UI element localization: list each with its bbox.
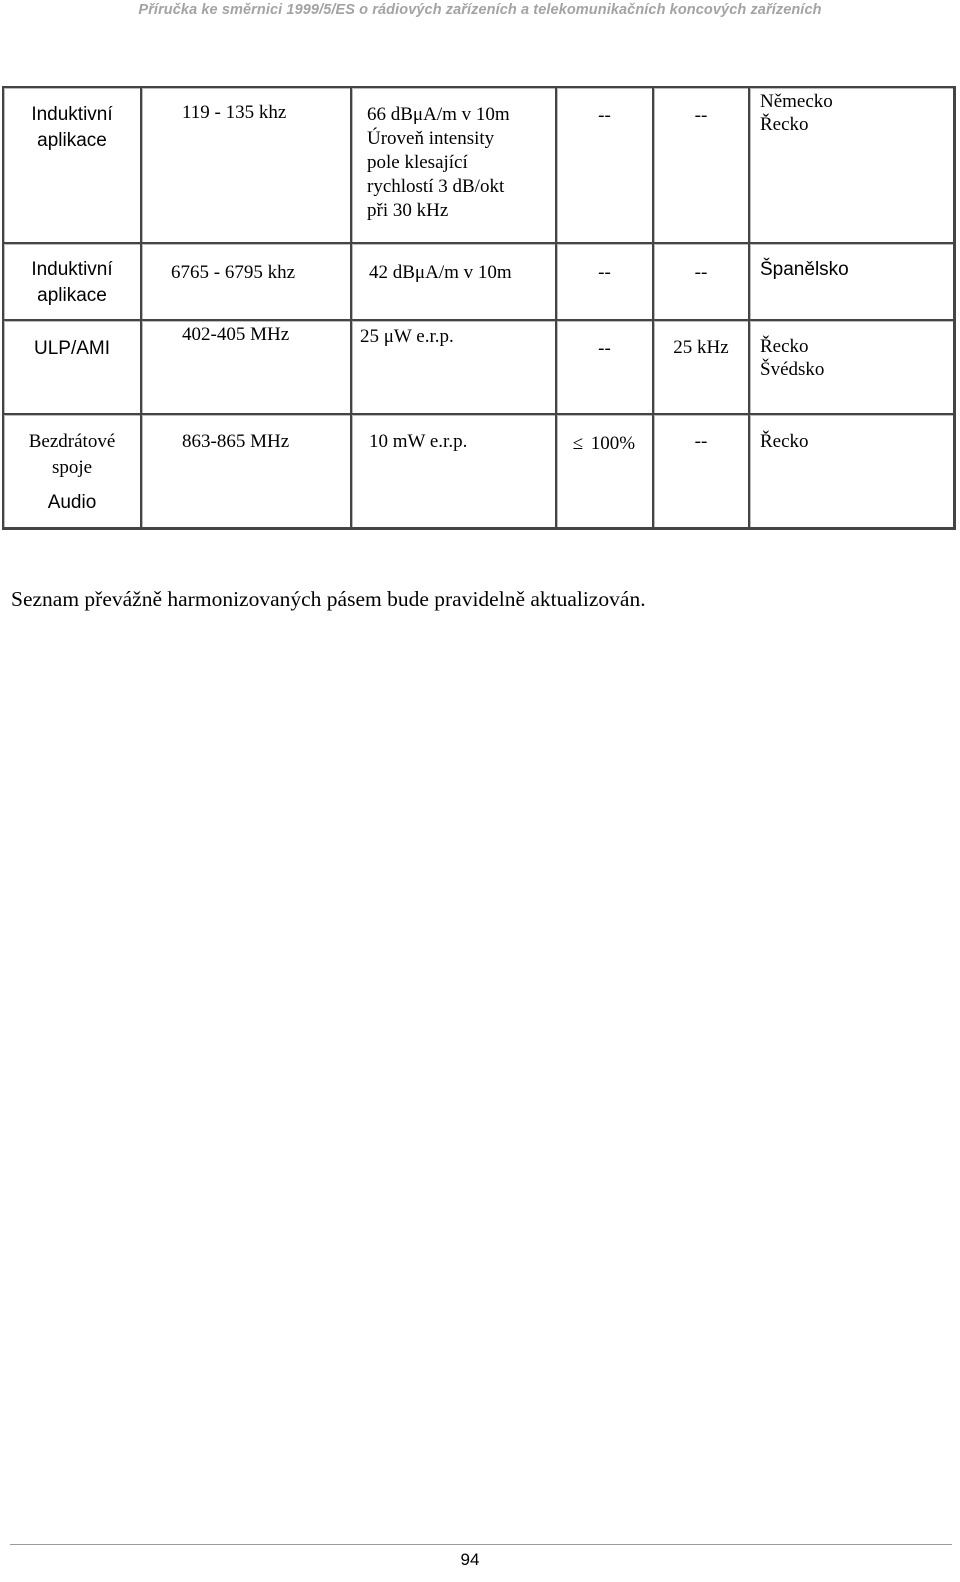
countries-cell: Řecko <box>748 413 956 530</box>
page-header: Příručka ke směrnici 1999/5/ES o rádiových zařízeních a telekomunikačních koncových zařízeních <box>138 2 822 18</box>
application-cell: ULP/AMI <box>2 319 140 413</box>
countries-cell: Řecko Švédsko <box>748 319 956 413</box>
power-cell: 66 dBμA/m v 10m Úroveň intensity pole klesající rychlostí 3 dB/okt při 30 kHz <box>350 86 555 242</box>
application-cell: Bezdrátové spoje Audio <box>2 413 140 530</box>
duty-cycle-cell <box>555 413 652 530</box>
table-row <box>2 413 956 530</box>
table-row <box>2 86 956 242</box>
frequency-cell: 863-865 MHz <box>140 413 350 530</box>
table-row <box>2 242 956 319</box>
channel-spacing-cell: -- <box>652 413 748 530</box>
application-cell: Induktivní aplikace <box>2 86 140 242</box>
duty-cycle-cell: -- <box>555 319 652 413</box>
update-note: Seznam převážně harmonizovaných pásem bude pravidelně aktualizován. <box>11 587 646 611</box>
frequency-cell: 6765 - 6795 khz <box>140 242 350 319</box>
frequency-cell: 402-405 MHz <box>140 319 350 413</box>
channel-spacing-cell: -- <box>652 242 748 319</box>
page-number: 94 <box>460 1550 480 1569</box>
less-or-equal-icon: ≤ <box>572 433 584 454</box>
frequency-cell: 119 - 135 khz <box>140 86 350 242</box>
channel-spacing-cell: 25 kHz <box>652 319 748 413</box>
channel-spacing-cell: -- <box>652 86 748 242</box>
duty-cycle-cell: -- <box>555 86 652 242</box>
power-cell: 25 μW e.r.p. <box>350 319 555 413</box>
footer-divider <box>10 1544 952 1545</box>
power-cell: 10 mW e.r.p. <box>350 413 555 530</box>
application-cell: Induktivní aplikace <box>2 242 140 319</box>
countries-cell: Španělsko <box>748 242 956 319</box>
table-row <box>2 319 956 413</box>
duty-cycle-cell: -- <box>555 242 652 319</box>
power-cell: 42 dBμA/m v 10m <box>350 242 555 319</box>
duty-cycle-value: 100% <box>590 433 636 454</box>
countries-cell: Německo Řecko <box>748 86 956 242</box>
frequency-bands-table <box>2 86 956 530</box>
